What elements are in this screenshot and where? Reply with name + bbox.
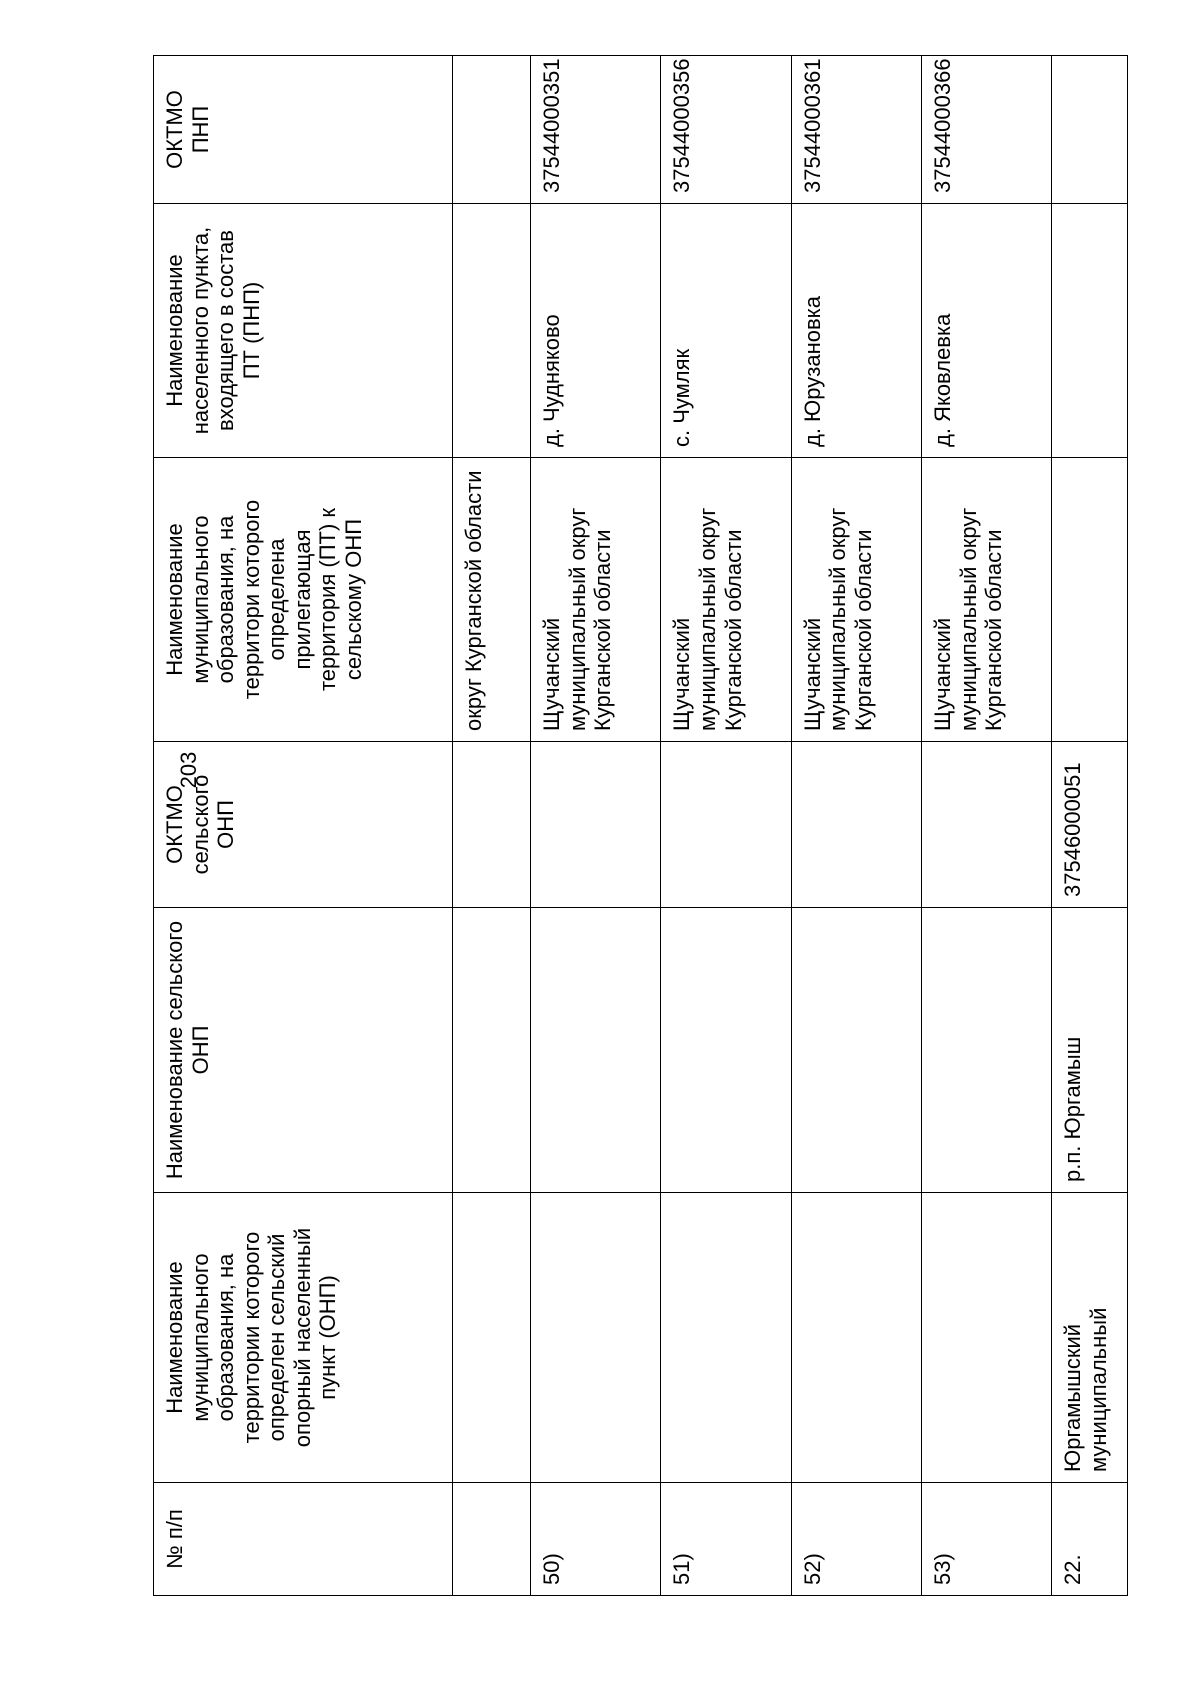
page-number: 203 (176, 751, 201, 789)
cell-pnp-oktmo: 37544000351 (531, 56, 661, 204)
cell-municipality-onp (531, 1193, 661, 1483)
settlements-table (153, 55, 1128, 1596)
header-pnp-oktmo: ОКТМО ПНП (154, 56, 453, 204)
cell-onp-name (791, 908, 921, 1193)
table-row (661, 56, 791, 1596)
cell-pnp-name (453, 204, 531, 458)
cell-num: 53) (922, 1483, 1052, 1596)
cell-pnp-name: д. Юрузановка (791, 204, 921, 458)
cell-pnp-name: с. Чумляк (661, 204, 791, 458)
cell-pnp-oktmo: 37544000356 (661, 56, 791, 204)
cell-onp-oktmo (531, 742, 661, 908)
cell-onp-oktmo (922, 742, 1052, 908)
cell-municipality-pt: Щучанский муниципальный округ Курганской области (922, 458, 1052, 742)
cell-onp-oktmo: 37546000051 (1052, 742, 1128, 908)
cell-pnp-oktmo (453, 56, 531, 204)
cell-pnp-oktmo (1052, 56, 1128, 204)
cell-onp-oktmo (453, 742, 531, 908)
cell-municipality-pt: Щучанский муниципальный округ Курганской области (791, 458, 921, 742)
cell-pnp-name: д. Чудняково (531, 204, 661, 458)
cell-municipality-pt (1052, 458, 1128, 742)
cell-municipality-onp: Юргамышский муниципальный (1052, 1193, 1128, 1483)
header-municipality-onp: Наименование муниципального образования, на территории которого определен сельский опорный населенный пункт (ОНП) (154, 1193, 453, 1483)
table-row (791, 56, 921, 1596)
cell-pnp-oktmo: 37544000361 (791, 56, 921, 204)
cell-num: 52) (791, 1483, 921, 1596)
table-row (453, 56, 531, 1596)
cell-onp-name (453, 908, 531, 1193)
table-row (922, 56, 1052, 1596)
settlements-table-wrapper (153, 56, 1128, 1596)
cell-num: 51) (661, 1483, 791, 1596)
cell-pnp-oktmo: 37544000366 (922, 56, 1052, 204)
table-row (1052, 56, 1128, 1596)
cell-num: 50) (531, 1483, 661, 1596)
cell-pnp-name (1052, 204, 1128, 458)
cell-onp-name (531, 908, 661, 1193)
table-row (531, 56, 661, 1596)
cell-onp-name (661, 908, 791, 1193)
cell-onp-name: р.п. Юргамыш (1052, 908, 1128, 1193)
cell-num (453, 1483, 531, 1596)
header-onp-name: Наименование сельского ОНП (154, 908, 453, 1193)
cell-pnp-name: д. Яковлевка (922, 204, 1052, 458)
cell-municipality-onp (922, 1193, 1052, 1483)
cell-municipality-onp (453, 1193, 531, 1483)
cell-municipality-pt: Щучанский муниципальный округ Курганской области (531, 458, 661, 742)
cell-onp-oktmo (791, 742, 921, 908)
cell-municipality-pt: округ Курганской области (453, 458, 531, 742)
table-header-row (154, 56, 453, 1596)
header-municipality-pt: Наименование муниципального образования, на территори которого определена прилегающая территория (ПТ) к сельскому ОНП (154, 458, 453, 742)
header-num: № п/п (154, 1483, 453, 1596)
cell-municipality-onp (791, 1193, 921, 1483)
cell-municipality-onp (661, 1193, 791, 1483)
header-pnp-name: Наименование населенного пункта, входящего в состав ПТ (ПНП) (154, 204, 453, 458)
cell-municipality-pt: Щучанский муниципальный округ Курганской области (661, 458, 791, 742)
cell-onp-name (922, 908, 1052, 1193)
header-onp-oktmo: ОКТМО сельского ОНП (154, 742, 453, 908)
cell-num: 22. (1052, 1483, 1128, 1596)
cell-onp-oktmo (661, 742, 791, 908)
